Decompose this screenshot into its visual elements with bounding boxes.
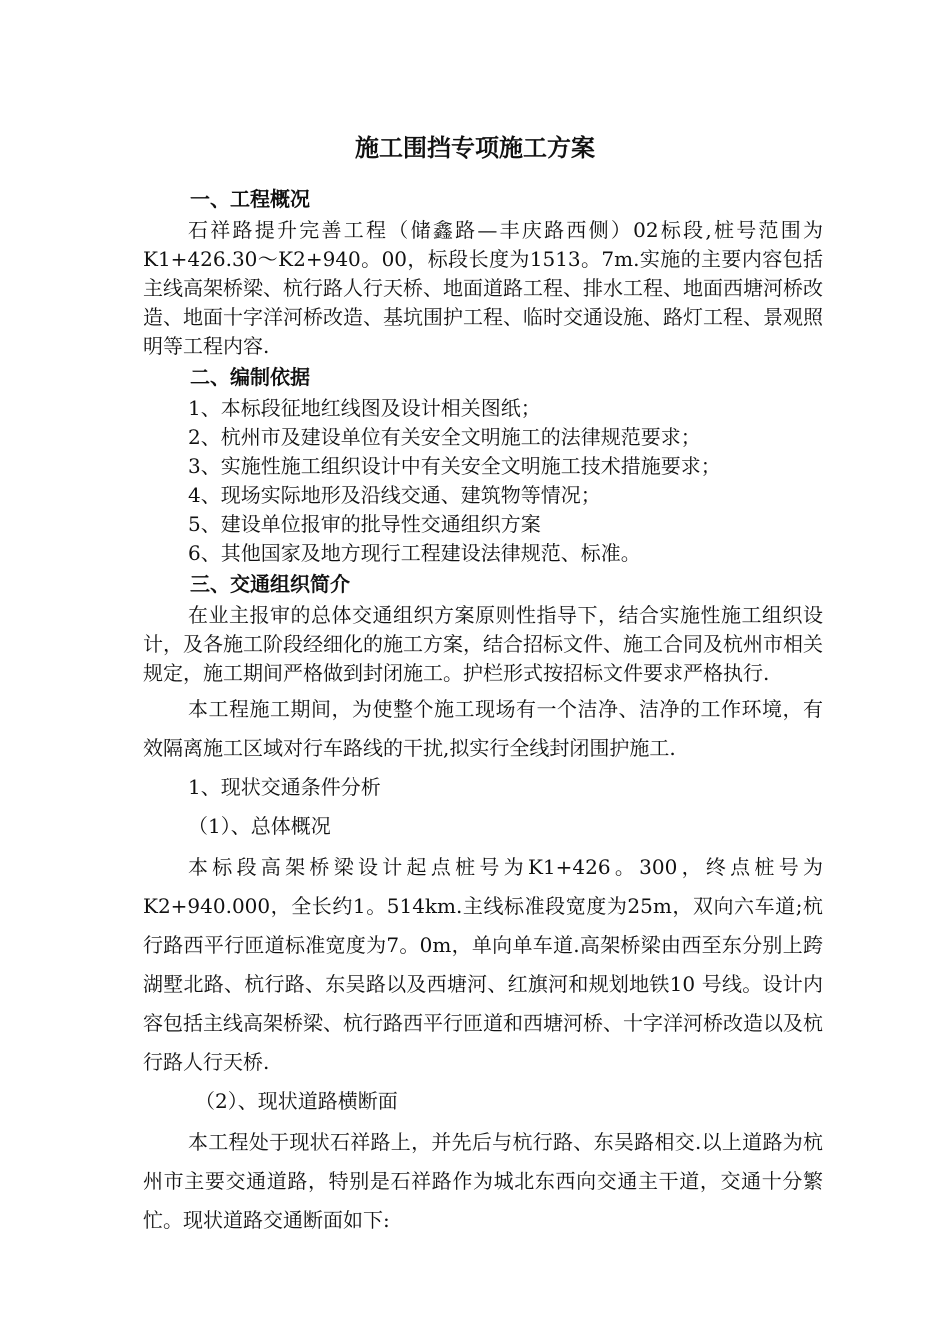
overall-paragraph: 本标段高架桥梁设计起点桩号为K1+426。300，终点桩号为K2+940.000，全长约1。514km.主线标准段宽度为25m，双向六车道;杭行路西平行匝道标准宽度为7。0m，单向单车道.高架桥梁由西至东分别上跨湖墅北路、杭行路、东吴路以及西塘河、红旗河和规划地铁10 号线。设计内容包括主线高架桥梁、杭行路西平行匝道和西塘河桥、十字洋河桥改造以及杭行路人行天桥. <box>143 855 823 1074</box>
section-heading-overview: 一、工程概况 <box>190 187 310 211</box>
section-heading-traffic: 三、交通组织简介 <box>190 572 350 596</box>
section-heading-basis: 二、编制依据 <box>190 365 310 389</box>
list-item: 5、建设单位报审的批导性交通组织方案 <box>188 512 541 536</box>
list-item: 3、实施性施工组织设计中有关安全文明施工技术措施要求； <box>188 454 721 478</box>
subsection-heading-cross-section: （2）、现状道路横断面 <box>195 1089 398 1113</box>
list-item: 1、本标段征地红线图及设计相关图纸； <box>188 396 541 420</box>
list-item: 6、其他国家及地方现行工程建设法律规范、标准。 <box>188 541 641 565</box>
basis-list <box>143 394 823 568</box>
overview-paragraph: 石祥路提升完善工程（储鑫路—丰庆路西侧）02标段,桩号范围为K1+426.30～K2+940。00，标段长度为1513。7m.实施的主要内容包括主线高架桥梁、杭行路人行天桥、地面道路工程、排水工程、地面西塘河桥改造、地面十字洋河桥改造、基坑围护工程、临时交通设施、路灯工程、景观照明等工程内容. <box>143 218 823 358</box>
list-item: 2、杭州市及建设单位有关安全文明施工的法律规范要求； <box>188 425 701 449</box>
document-title: 施工围挡专项施工方案 <box>355 134 595 162</box>
subsection-heading-current-traffic: 1、现状交通条件分析 <box>188 775 381 799</box>
traffic-paragraph-2: 本工程施工期间，为使整个施工现场有一个洁净、洁净的工作环境，有效隔离施工区域对行车路线的干扰,拟实行全线封闭围护施工. <box>143 697 823 760</box>
document-body <box>143 183 823 1240</box>
traffic-paragraph-1: 在业主报审的总体交通组织方案原则性指导下，结合实施性施工组织设计，及各施工阶段经细化的施工方案，结合招标文件、施工合同及杭州市相关规定，施工期间严格做到封闭施工。护栏形式按招标文件要求严格执行. <box>143 603 823 685</box>
cross-section-paragraph: 本工程处于现状石祥路上，并先后与杭行路、东吴路相交.以上道路为杭州市主要交通道路，特别是石祥路作为城北东西向交通主干道，交通十分繁忙。现状道路交通断面如下: <box>143 1130 823 1232</box>
list-item: 4、现场实际地形及沿线交通、建筑物等情况； <box>188 483 601 507</box>
subsection-heading-overall: （1）、总体概况 <box>188 814 331 838</box>
